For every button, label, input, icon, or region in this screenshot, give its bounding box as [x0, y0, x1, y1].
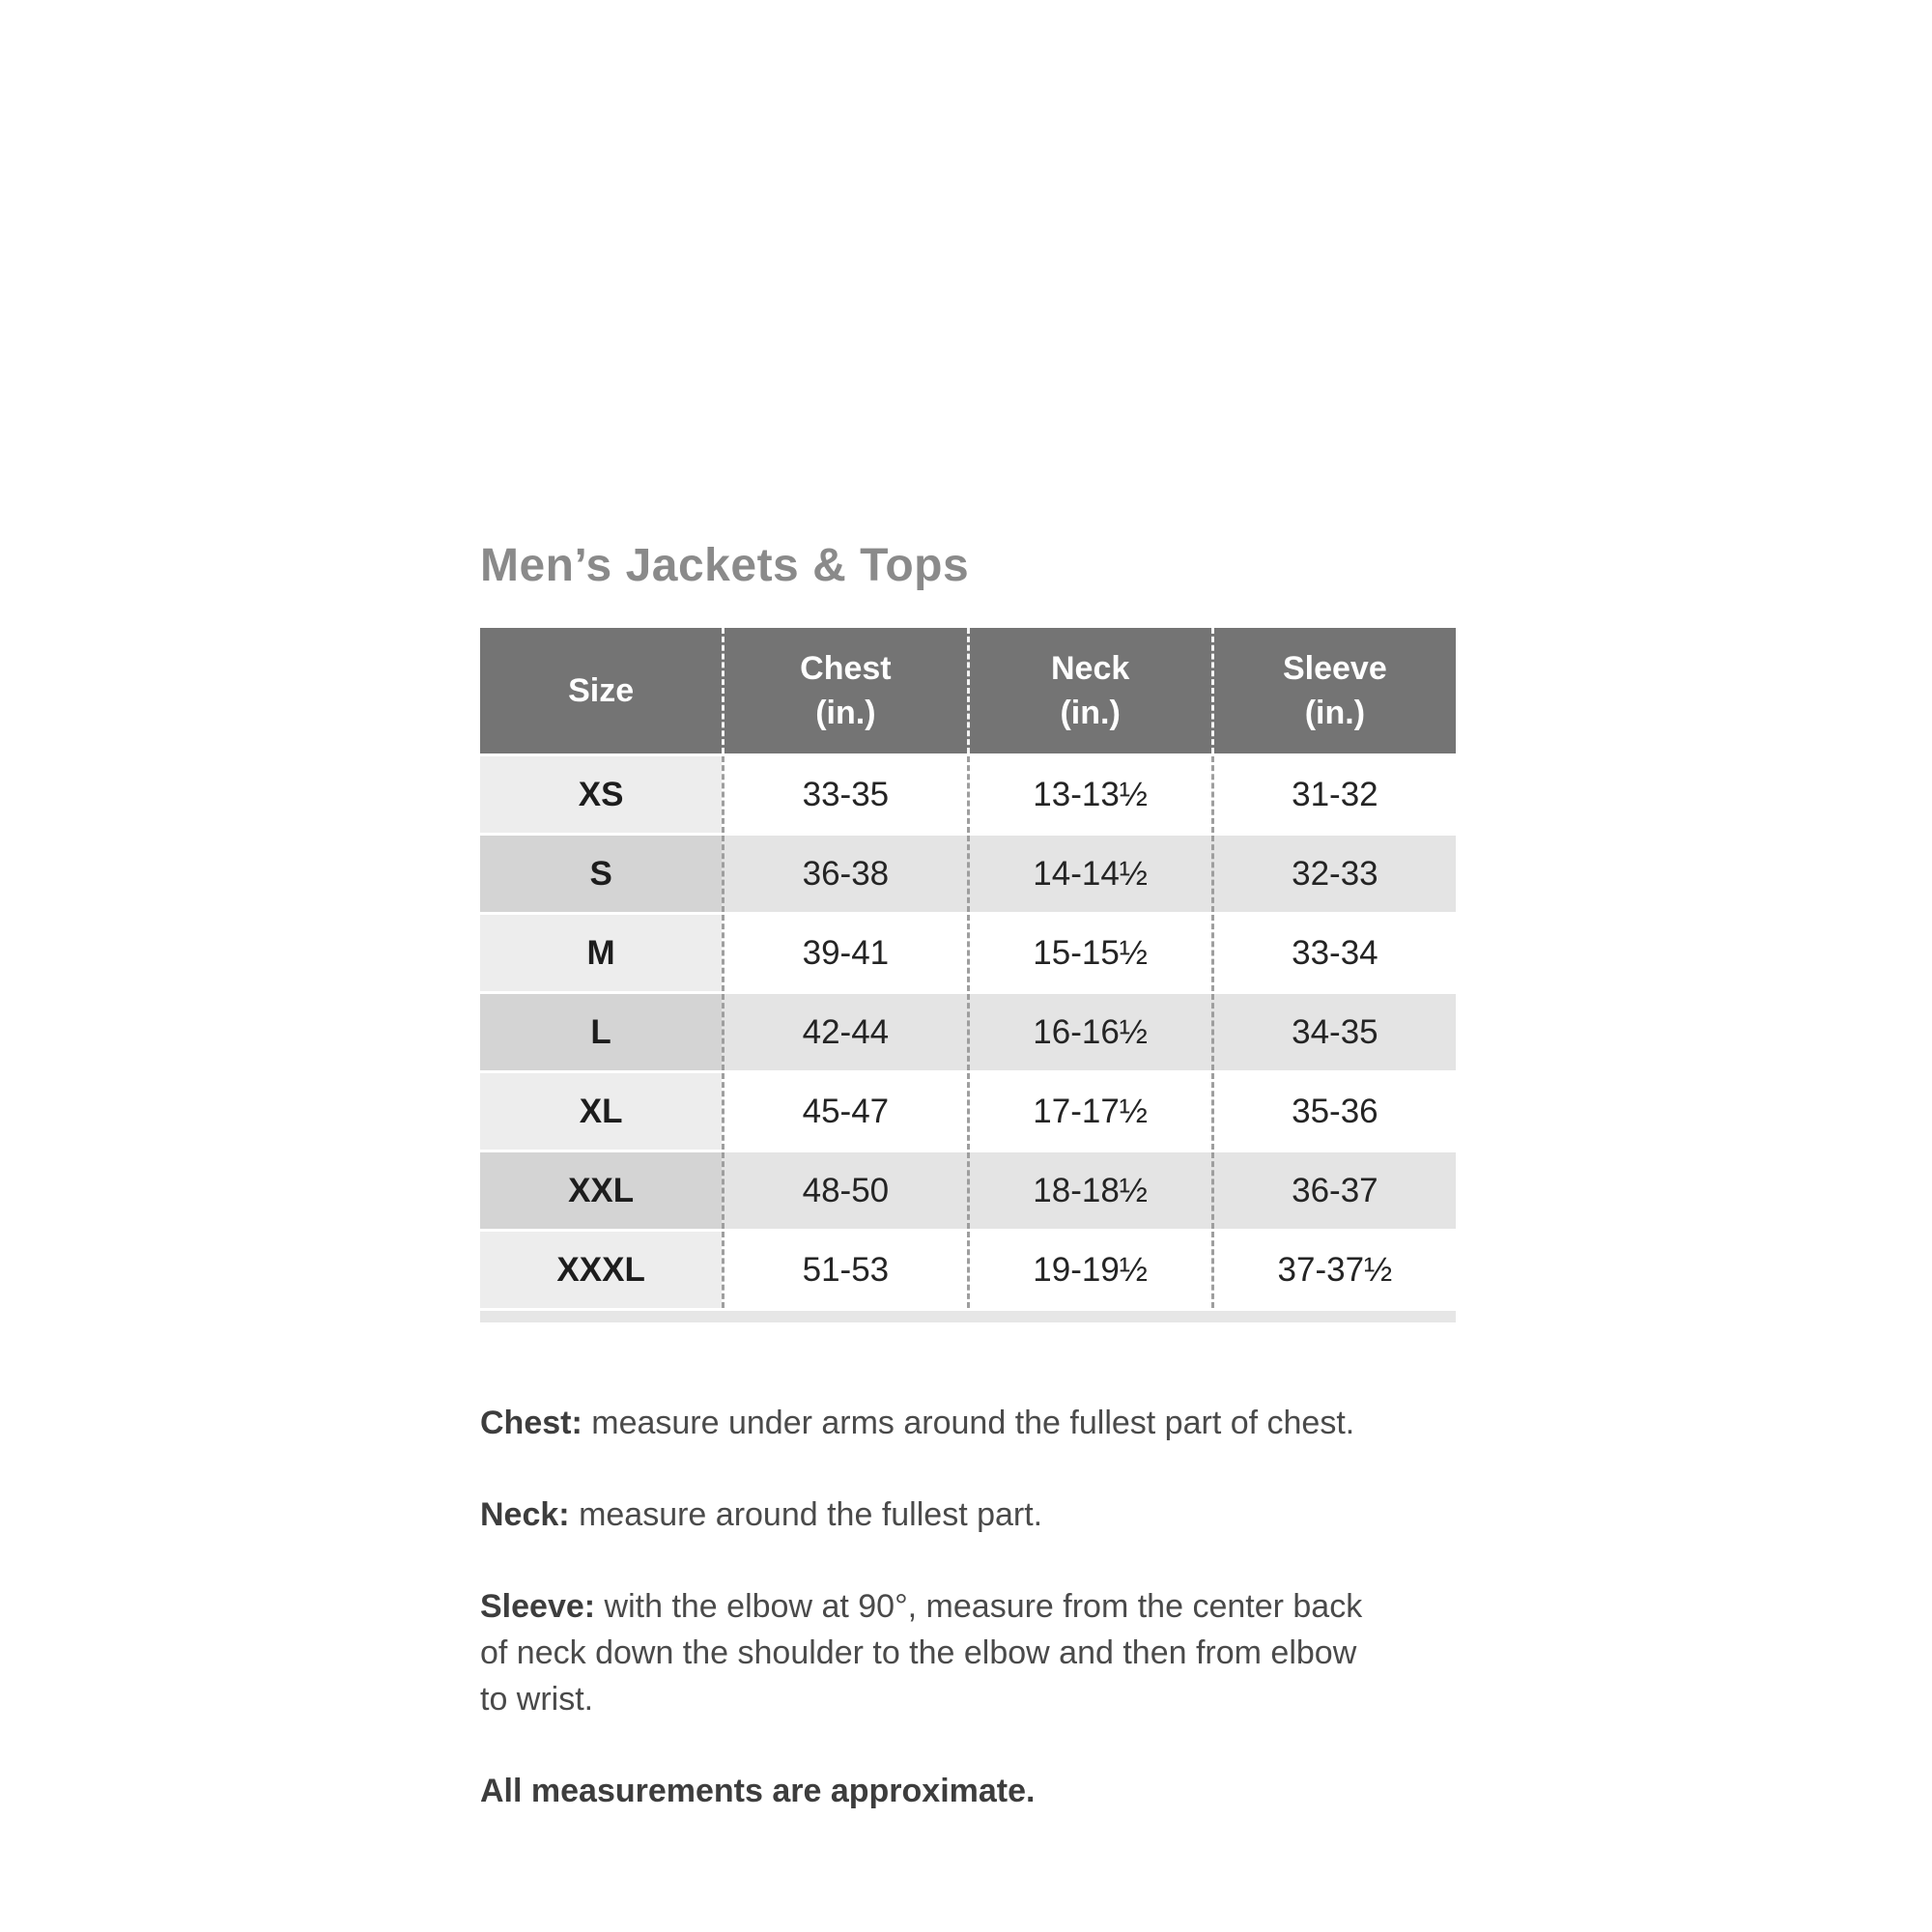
- neck-cell: 17-17½: [967, 1073, 1211, 1150]
- column-header-sleeve-label: Sleeve: [1282, 649, 1387, 687]
- chest-cell: 42-44: [722, 994, 966, 1070]
- chest-cell: 51-53: [722, 1232, 966, 1308]
- page-title: Men’s Jackets & Tops: [480, 540, 970, 591]
- table-row-l: [480, 994, 1456, 1070]
- size-cell: XXL: [480, 1152, 722, 1229]
- column-header-sleeve-unit: (in.): [1304, 694, 1366, 731]
- sleeve-cell: 37-37½: [1211, 1232, 1456, 1308]
- size-cell: XXXL: [480, 1232, 722, 1308]
- note-sleeve-label: Sleeve:: [480, 1588, 596, 1625]
- table-row-xxxl: [480, 1232, 1456, 1308]
- note-chest-text: measure under arms around the fullest part of chest.: [591, 1405, 1355, 1441]
- chest-cell: 45-47: [722, 1073, 966, 1150]
- note-neck-text: measure around the fullest part.: [579, 1496, 1043, 1533]
- sleeve-cell: 32-33: [1211, 836, 1456, 912]
- footnote: All measurements are approximate.: [480, 1773, 1036, 1809]
- table-row-xl: [480, 1073, 1456, 1150]
- size-cell: XL: [480, 1073, 722, 1150]
- sleeve-cell: 35-36: [1211, 1073, 1456, 1150]
- size-cell: M: [480, 915, 722, 991]
- column-header-chest: [722, 628, 966, 753]
- table-header-row: [480, 628, 1456, 753]
- neck-cell: 15-15½: [967, 915, 1211, 991]
- note-neck: [480, 1492, 1456, 1538]
- column-header-chest-label: Chest: [800, 649, 892, 687]
- column-header-size-label: Size: [568, 671, 635, 709]
- note-sleeve-line-1: with the elbow at 90°, measure from the center back: [604, 1588, 1363, 1625]
- size-cell: XS: [480, 756, 722, 833]
- neck-cell: 14-14½: [967, 836, 1211, 912]
- sleeve-cell: 36-37: [1211, 1152, 1456, 1229]
- table-row-xxl: [480, 1152, 1456, 1229]
- chest-cell: 33-35: [722, 756, 966, 833]
- size-cell: L: [480, 994, 722, 1070]
- sleeve-cell: 34-35: [1211, 994, 1456, 1070]
- column-header-chest-unit: (in.): [815, 694, 876, 731]
- table-bottom-border: [480, 1311, 1456, 1322]
- neck-cell: 16-16½: [967, 994, 1211, 1070]
- table-row-m: [480, 915, 1456, 991]
- chest-cell: 48-50: [722, 1152, 966, 1229]
- size-chart-table: [480, 628, 1456, 1322]
- chest-cell: 36-38: [722, 836, 966, 912]
- note-neck-label: Neck:: [480, 1496, 570, 1533]
- sleeve-cell: 31-32: [1211, 756, 1456, 833]
- measurement-notes: [480, 1400, 1456, 1814]
- chest-cell: 39-41: [722, 915, 966, 991]
- column-header-neck-unit: (in.): [1060, 694, 1121, 731]
- note-sleeve-line-3: to wrist.: [480, 1681, 594, 1718]
- column-header-size: [480, 628, 722, 753]
- size-cell: S: [480, 836, 722, 912]
- table-row-xs: [480, 756, 1456, 833]
- neck-cell: 18-18½: [967, 1152, 1211, 1229]
- note-chest-label: Chest:: [480, 1405, 582, 1441]
- neck-cell: 13-13½: [967, 756, 1211, 833]
- column-header-sleeve: [1211, 628, 1456, 753]
- neck-cell: 19-19½: [967, 1232, 1211, 1308]
- note-sleeve-line-2: of neck down the shoulder to the elbow and then from elbow: [480, 1634, 1357, 1671]
- column-header-neck-label: Neck: [1050, 649, 1130, 687]
- note-chest: [480, 1400, 1456, 1446]
- size-chart-page: [480, 540, 1456, 1814]
- note-sleeve: [480, 1583, 1456, 1722]
- column-header-neck: [967, 628, 1211, 753]
- sleeve-cell: 33-34: [1211, 915, 1456, 991]
- table-row-s: [480, 836, 1456, 912]
